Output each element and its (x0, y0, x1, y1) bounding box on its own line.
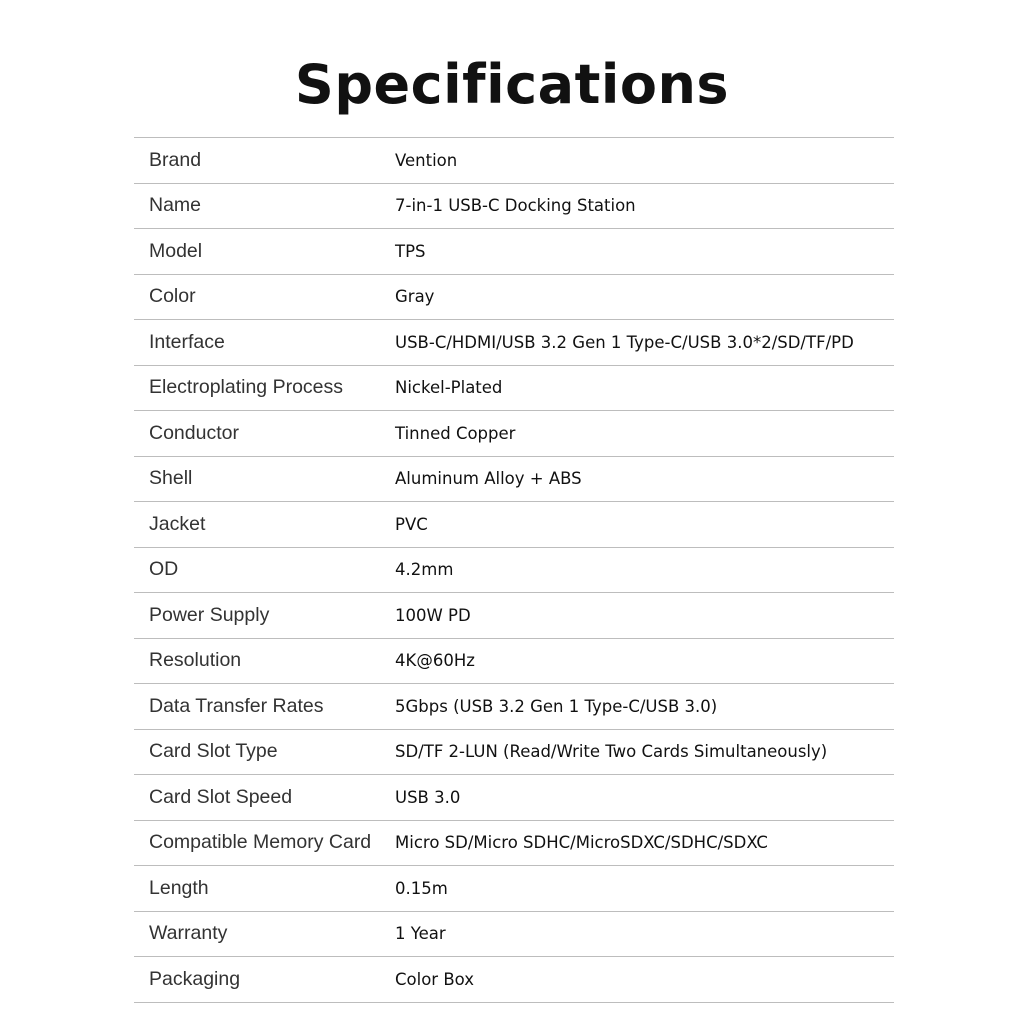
spec-label-brand: Brand (134, 138, 395, 184)
spec-label-jacket: Jacket (134, 502, 395, 548)
spec-value-od: 4.2mm (395, 547, 894, 593)
spec-value-shell: Aluminum Alloy + ABS (395, 456, 894, 502)
table-row (134, 729, 894, 775)
table-row (134, 411, 894, 457)
spec-value-conductor: Tinned Copper (395, 411, 894, 457)
spec-value-color: Gray (395, 274, 894, 320)
spec-label-electroplating-process: Electroplating Process (134, 365, 395, 411)
table-row (134, 502, 894, 548)
spec-label-od: OD (134, 547, 395, 593)
spec-label-shell: Shell (134, 456, 395, 502)
table-row (134, 320, 894, 366)
spec-label-card-slot-speed: Card Slot Speed (134, 775, 395, 821)
spec-value-compatible-memory-card: Micro SD/Micro SDHC/MicroSDXC/SDHC/SDXC (395, 820, 894, 866)
spec-label-conductor: Conductor (134, 411, 395, 457)
spec-value-warranty: 1 Year (395, 911, 894, 957)
spec-label-resolution: Resolution (134, 638, 395, 684)
table-row (134, 183, 894, 229)
spec-value-jacket: PVC (395, 502, 894, 548)
table-row (134, 274, 894, 320)
spec-label-color: Color (134, 274, 395, 320)
table-row (134, 593, 894, 639)
spec-value-power-supply: 100W PD (395, 593, 894, 639)
spec-label-name: Name (134, 183, 395, 229)
spec-value-data-transfer-rates: 5Gbps (USB 3.2 Gen 1 Type-C/USB 3.0) (395, 684, 894, 730)
table-row (134, 456, 894, 502)
spec-value-length: 0.15m (395, 866, 894, 912)
table-row (134, 684, 894, 730)
spec-label-card-slot-type: Card Slot Type (134, 729, 395, 775)
spec-value-card-slot-speed: USB 3.0 (395, 775, 894, 821)
specifications-table (134, 137, 894, 1003)
spec-label-data-transfer-rates: Data Transfer Rates (134, 684, 395, 730)
table-row (134, 775, 894, 821)
spec-label-compatible-memory-card: Compatible Memory Card (134, 820, 395, 866)
spec-value-model: TPS (395, 229, 894, 275)
table-row (134, 638, 894, 684)
spec-label-power-supply: Power Supply (134, 593, 395, 639)
spec-value-electroplating-process: Nickel-Plated (395, 365, 894, 411)
spec-value-name: 7-in-1 USB-C Docking Station (395, 183, 894, 229)
spec-label-packaging: Packaging (134, 957, 395, 1003)
table-row (134, 138, 894, 184)
spec-value-resolution: 4K@60Hz (395, 638, 894, 684)
table-row (134, 229, 894, 275)
table-row (134, 866, 894, 912)
spec-value-card-slot-type: SD/TF 2-LUN (Read/Write Two Cards Simultaneously) (395, 729, 894, 775)
table-row (134, 911, 894, 957)
spec-label-warranty: Warranty (134, 911, 395, 957)
spec-label-length: Length (134, 866, 395, 912)
spec-value-brand: Vention (395, 138, 894, 184)
spec-value-interface: USB-C/HDMI/USB 3.2 Gen 1 Type-C/USB 3.0*2/SD/TF/PD (395, 320, 894, 366)
table-row (134, 957, 894, 1003)
spec-value-packaging: Color Box (395, 957, 894, 1003)
page-title: Specifications (294, 53, 730, 116)
spec-label-interface: Interface (134, 320, 395, 366)
table-row (134, 820, 894, 866)
table-row (134, 365, 894, 411)
table-row (134, 547, 894, 593)
spec-label-model: Model (134, 229, 395, 275)
